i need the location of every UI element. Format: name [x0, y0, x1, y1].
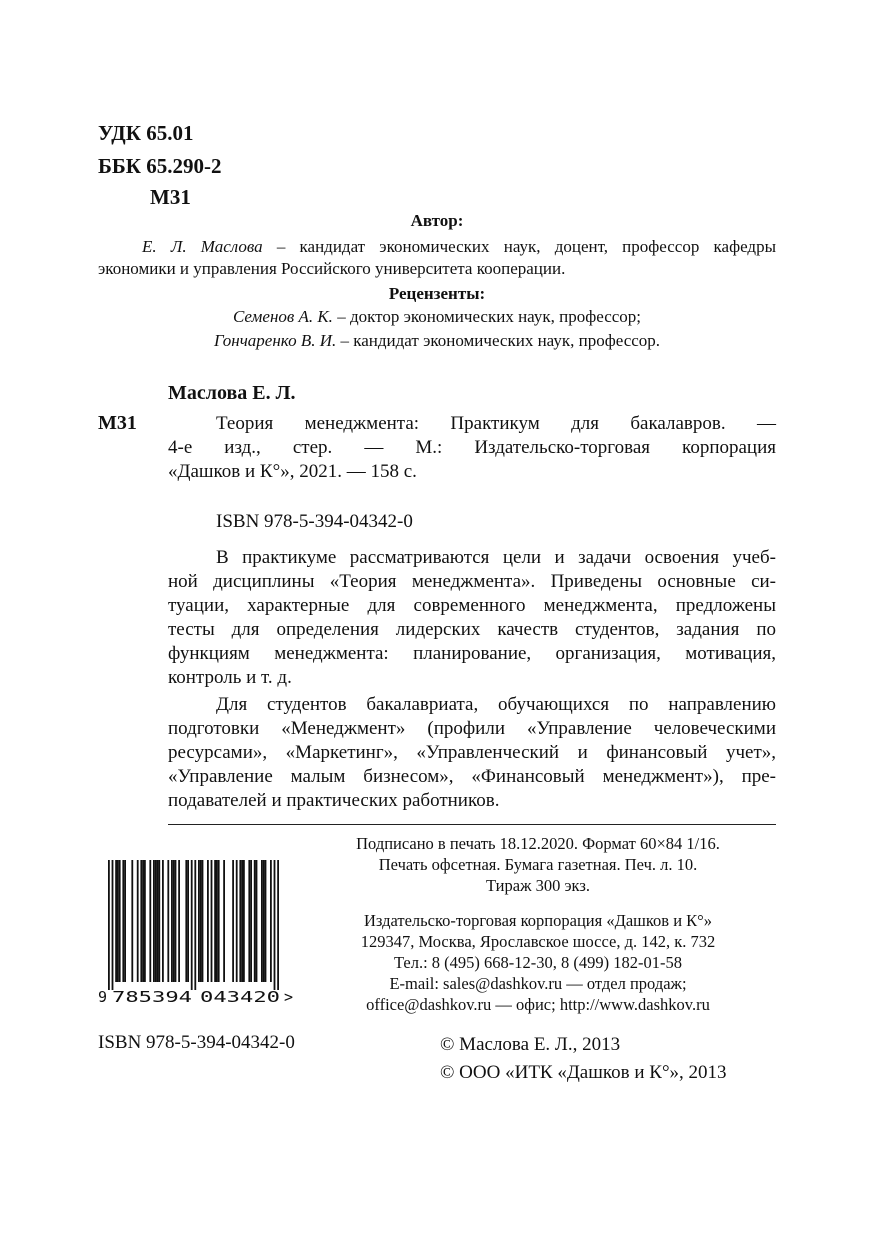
barcode-bar: [254, 860, 256, 982]
barcode-bar: [162, 860, 164, 982]
bib-description: [168, 412, 776, 484]
barcode-bar: [153, 860, 155, 982]
barcode-bar: [149, 860, 151, 982]
print-info-line: Печать офсетная. Бумага газетная. Печ. л. 10.: [378, 855, 698, 874]
barcode-bar: [175, 860, 177, 982]
reviewers-heading: Рецензенты:: [388, 284, 486, 303]
reviewer-1: [98, 306, 776, 328]
barcode-guard-bar: [274, 860, 276, 990]
barcode-bar: [270, 860, 272, 982]
barcode-bar: [137, 860, 139, 982]
barcode-bar: [236, 860, 238, 982]
barcode-bar: [124, 860, 126, 982]
author-description-line2: экономики и управления Российского университета кооперации.: [98, 259, 566, 278]
barcode-bar: [117, 860, 119, 982]
copyright-block: [440, 1031, 727, 1087]
barcode-bar: [256, 860, 258, 982]
annotation-p1-line: туации, характерные для современного менеджмента, предложены: [168, 595, 776, 616]
bib-description-line2: 4-е изд., стер. — М.: Издательско-торговая корпорация: [168, 437, 776, 458]
barcode-bar: [250, 860, 252, 982]
annotation-p1-line: тесты для определения лидерских качеств студентов, задания по: [168, 619, 776, 640]
annotation-p1-line: функциям менеджмента: планирование, организация, мотивация,: [168, 643, 776, 664]
barcode-bar: [144, 860, 146, 982]
barcode-digits-right: 043420: [200, 988, 280, 1006]
author-name: Е. Л. Маслова: [142, 237, 263, 256]
footer-isbn: ISBN 978-5-394-04342-0: [98, 1032, 295, 1053]
udk-code: УДК 65.01: [98, 121, 194, 145]
reviewer-1-description: – доктор экономических наук, профессор;: [332, 307, 642, 326]
barcode-bar: [157, 860, 159, 982]
barcode-bar: [158, 860, 160, 982]
annotation-p2-line: подавателей и практических работников.: [168, 790, 500, 811]
barcode-bar: [218, 860, 220, 982]
reviewer-1-name: Семенов А. К.: [232, 307, 333, 326]
print-info: [300, 833, 776, 896]
barcode-digits-left: 785394: [112, 988, 192, 1006]
barcode-bar: [241, 860, 243, 982]
barcode-bar: [173, 860, 175, 982]
barcode-bar: [119, 860, 121, 982]
reviewer-2-name: Гончаренко В. И.: [213, 331, 337, 350]
annotation-p2-line: ресурсами», «Маркетинг», «Управленческий и финансовый учет»,: [168, 742, 776, 763]
publisher-line: 129347, Москва, Ярославское шоссе, д. 142, к. 732: [360, 932, 716, 951]
barcode-bar: [211, 860, 213, 982]
barcode-digit-lead: 9: [98, 988, 108, 1006]
annotation-p2-line: подготовки «Менеджмент» (профили «Управление человеческими: [168, 718, 776, 739]
annotation-p2-line: Для студентов бакалавриата, обучающихся по направлению: [216, 694, 776, 715]
barcode-bar: [248, 860, 250, 982]
print-info-line: Подписано в печать 18.12.2020. Формат 60×84 1/16.: [356, 834, 720, 853]
barcode-bars: [108, 860, 279, 990]
barcode-bar: [122, 860, 124, 982]
barcode-guard-bar: [277, 860, 279, 990]
copyright-line: © ООО «ИТК «Дашков и К°», 2013: [440, 1062, 727, 1083]
barcode-bar: [223, 860, 225, 982]
annotation-paragraph-2: [168, 693, 776, 813]
barcode-bar: [167, 860, 169, 982]
barcode-bar: [239, 860, 241, 982]
publisher-line: Тел.: 8 (495) 668-12-30, 8 (499) 182-01-58: [393, 953, 683, 972]
barcode-guard-bar: [194, 860, 196, 990]
print-info-line: Тираж 300 экз.: [486, 876, 590, 895]
barcode-bar: [214, 860, 216, 982]
bib-mark: М31: [98, 412, 137, 434]
barcode-quiet-zone-mark: >: [284, 988, 294, 1006]
barcode-bar: [140, 860, 142, 982]
annotation-paragraph-1: [168, 546, 776, 690]
author-mark-code: М31: [150, 185, 191, 209]
publisher-line: office@dashkov.ru — офис; http://www.dashkov.ru: [366, 995, 710, 1014]
barcode-guard-bar: [112, 860, 114, 990]
bbk-code: ББК 65.290-2: [98, 154, 222, 178]
author-description-line1: Е. Л. Маслова – кандидат экономических наук, доцент, профессор кафедры: [142, 237, 777, 256]
bib-isbn: ISBN 978-5-394-04342-0: [216, 511, 413, 532]
copyright-line: © Маслова Е. Л., 2013: [440, 1034, 621, 1055]
annotation-p1-line: В практикуме рассматриваются цели и задачи освоения учеб-: [216, 547, 776, 568]
barcode-bar: [171, 860, 173, 982]
barcode-bar: [263, 860, 265, 982]
barcode-bar: [178, 860, 180, 982]
isbn-barcode: [98, 858, 298, 1006]
annotation-p2-line: «Управление малым бизнесом», «Финансовый менеджмент»), пре-: [168, 766, 776, 787]
reviewer-2-description: – кандидат экономических наук, профессор.: [336, 331, 661, 350]
barcode-bar: [202, 860, 204, 982]
barcode-bar: [207, 860, 209, 982]
annotation-p1-line: контроль и т. д.: [168, 667, 292, 688]
publisher-info: [300, 910, 776, 1015]
bib-author: Маслова Е. Л.: [168, 382, 296, 404]
author-description: [98, 236, 776, 280]
publisher-line: E-mail: sales@dashkov.ru — отдел продаж;: [389, 974, 687, 993]
barcode-bar: [216, 860, 218, 982]
author-heading: Автор:: [410, 211, 464, 230]
barcode-bar: [265, 860, 267, 982]
barcode-bar: [232, 860, 234, 982]
barcode-bar: [261, 860, 263, 982]
bib-description-line1: Теория менеджмента: Практикум для бакалавров. —: [216, 413, 776, 434]
barcode-bar: [198, 860, 200, 982]
barcode-bar: [243, 860, 245, 982]
bib-description-line3: «Дашков и К°», 2021. — 158 с.: [168, 461, 417, 482]
barcode-bar: [115, 860, 117, 982]
barcode-bar: [187, 860, 189, 982]
imprint-divider: [168, 824, 776, 825]
barcode-guard-bar: [191, 860, 193, 990]
publisher-line: Издательско-торговая корпорация «Дашков и К°»: [363, 911, 713, 930]
barcode-bar: [200, 860, 202, 982]
barcode-bar: [131, 860, 133, 982]
barcode-bar: [155, 860, 157, 982]
reviewer-2: [98, 330, 776, 352]
barcode-bar: [185, 860, 187, 982]
barcode-bar: [142, 860, 144, 982]
barcode-guard-bar: [108, 860, 110, 990]
annotation-p1-line: ной дисциплины «Теория менеджмента». Приведены основные си-: [168, 571, 776, 592]
